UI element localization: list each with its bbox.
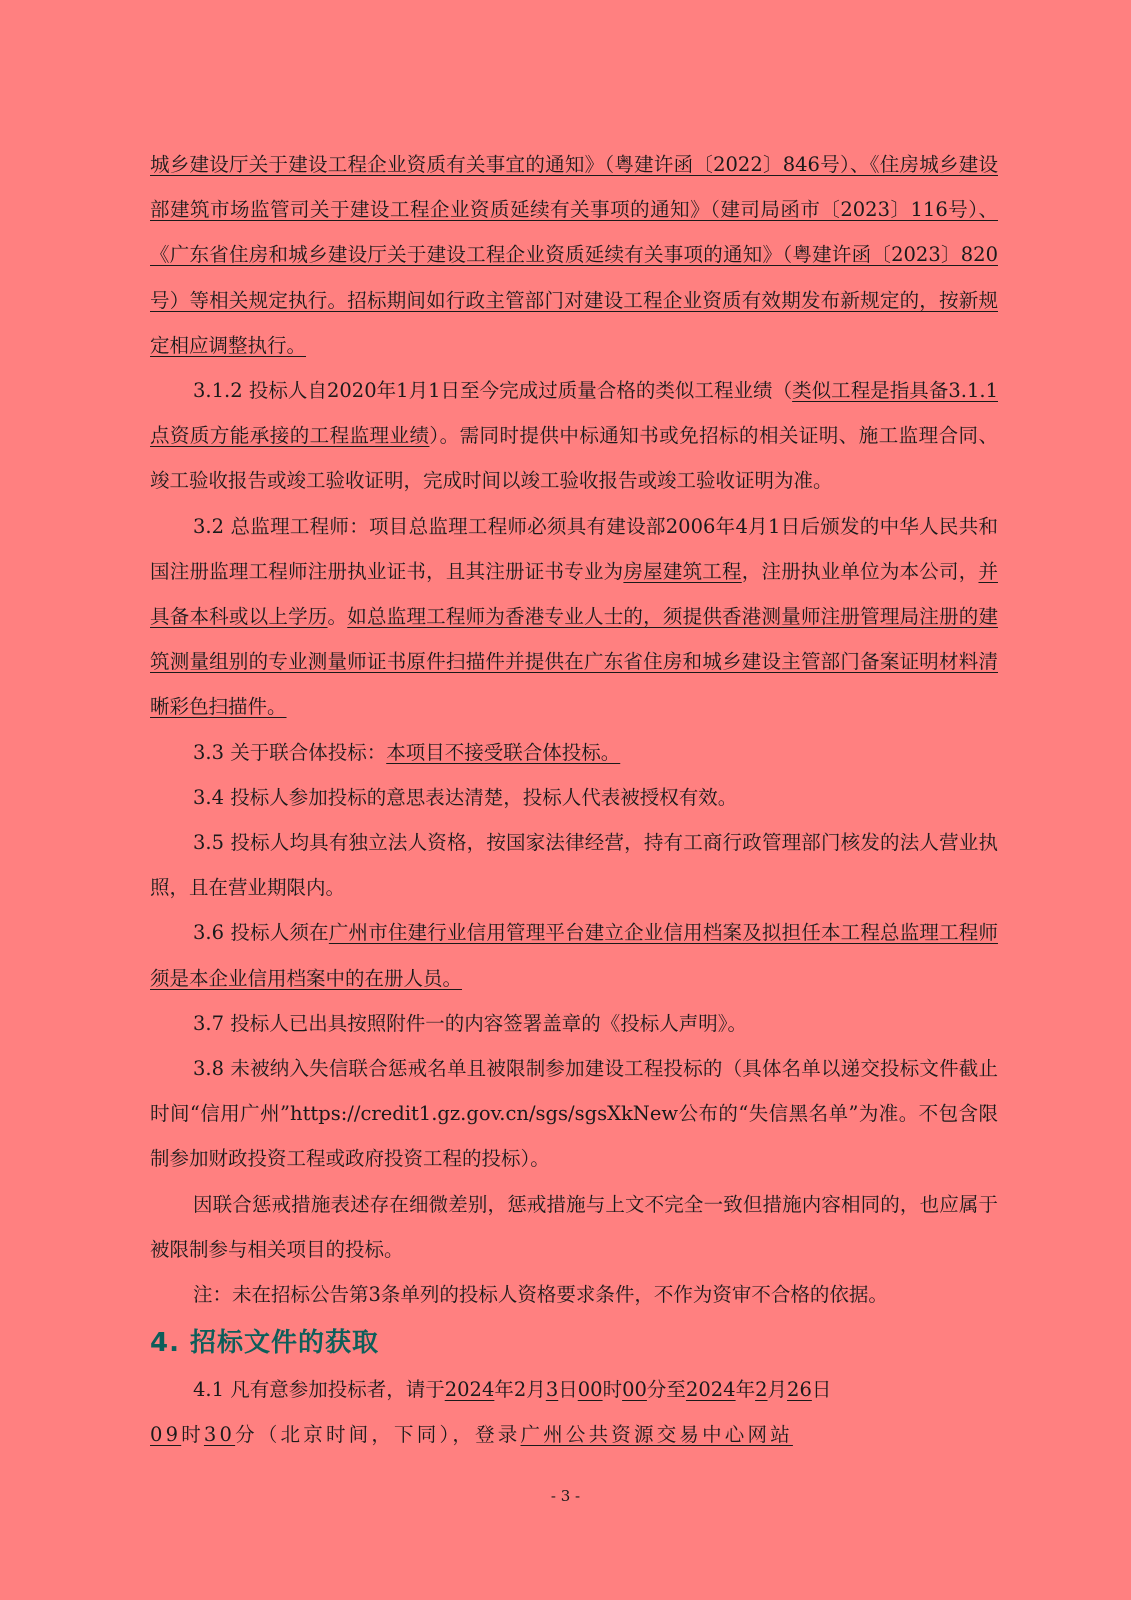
p41-text: 年 xyxy=(735,1378,756,1402)
p41-text: 分（北京时间，下同），登录 xyxy=(235,1423,521,1447)
p41-text: 分至 xyxy=(646,1378,686,1402)
end-hour: 09 xyxy=(150,1423,182,1447)
end-minute: 30 xyxy=(203,1423,236,1447)
text-segment: ，注册执业单位为本公司， xyxy=(741,559,979,583)
text-segment: 3.1.2 投标人自2020年1月1日至今完成过质量合格的类似工程业绩（ xyxy=(193,379,793,403)
underlined-text: 房屋建筑工程 xyxy=(623,559,742,583)
p41-prefix: 4.1 凡有意参加投标者，请于 xyxy=(193,1378,445,1402)
text-segment: 3.2 总监理工程师：项目总监理工程师必须具有建设部2006年4月1日后颁发的中华人民共和国注册监理工程师注册执业证书，且其注册证书专业为 xyxy=(150,514,998,583)
para-3-4 xyxy=(150,775,998,820)
text-segment: 。 xyxy=(327,605,348,629)
underlined-text: 类似工程是指具备3.1.1点资质方能承接的工程监理业绩 xyxy=(150,379,998,448)
underlined-text: 如总监理工程师为香港专业人士的，须提供香港测量师注册管理局注册的建筑测量组别的专业测量师证书原件扫描件并提供在广东省住房和城乡建设主管部门备案证明材料清晰彩色扫描件。 xyxy=(150,605,998,719)
text-segment: 3.5 投标人均具有独立法人资格，按国家法律经营，持有工商行政管理部门核发的法人营业执照，且在营业期限内。 xyxy=(150,831,998,900)
page-number: - 3 - xyxy=(550,1487,581,1505)
p41-text: 月 xyxy=(767,1378,788,1402)
para-note xyxy=(150,1272,998,1317)
website-name: 广州公共资源交易中心网站 xyxy=(520,1423,793,1447)
text-segment: 3.3 关于联合体投标： xyxy=(193,740,387,764)
underlined-text: 城乡建设厅关于建设工程企业资质有关事宜的通知》（粤建许函〔2022〕846号）、《住房城乡建设部建筑市场监管司关于建设工程企业资质延续有关事项的通知》（建司局函市〔2023〕116号）、《广东省住房和城乡建设厅关于建设工程企业资质延续有关事项的通知》（粤建许函〔2023〕820号）等相关规定执行。招标期间如行政主管部门对建设工程企业资质有效期发布新规定的，按新规定相应调整执行。 xyxy=(150,153,998,357)
start-month: 2 xyxy=(513,1378,527,1402)
para-continuation xyxy=(150,142,998,368)
underlined-text: 本项目不接受联合体投标。 xyxy=(386,740,621,764)
para-3-8 xyxy=(150,1046,998,1182)
para-4-1 xyxy=(150,1367,998,1457)
start-year: 2024 xyxy=(444,1378,495,1402)
text-segment: 3.7 投标人已出具按照附件一的内容签署盖章的《投标人声明》。 xyxy=(193,1011,747,1035)
underlined-text: 并具备本科或以上学历 xyxy=(150,559,998,629)
text-segment: 3.8 未被纳入失信联合惩戒名单且被限制参加建设工程投标的（具体名单以递交投标文件截止时间“信用广州”https://credit1.gz.gov.cn/sgs/sgsXkNew公布的“失信黑名单”为准。不包含限制参加财政投资工程或政府投资工程的投标）。 xyxy=(150,1057,998,1171)
underlined-text: 广州市住建行业信用管理平台建立企业信用档案及拟担任本工程总监理工程师须是本企业信用档案中的在册人员。 xyxy=(150,921,998,990)
p41-text: 月 xyxy=(526,1378,546,1402)
document-body xyxy=(150,142,998,1458)
para-3-1-2 xyxy=(150,368,998,504)
text-segment: 3.6 投标人须在 xyxy=(193,921,329,945)
p41-line2 xyxy=(150,1423,793,1446)
para-3-3 xyxy=(150,730,998,775)
start-hour: 00 xyxy=(577,1378,603,1402)
p41-text: 日 xyxy=(811,1378,832,1402)
start-minute: 00 xyxy=(622,1378,647,1402)
text-segment: ）。需同时提供中标通知书或免招标的相关证明、施工监理合同、竣工验收报告或竣工验收证明，完成时间以竣工验收报告或竣工验收证明为准。 xyxy=(150,424,998,493)
p41-text: 时 xyxy=(181,1423,204,1447)
para-3-2 xyxy=(150,504,998,730)
para-punishment-note xyxy=(150,1182,998,1272)
start-day: 3 xyxy=(545,1378,559,1402)
para-3-7 xyxy=(150,1001,998,1046)
para-3-6 xyxy=(150,910,998,1000)
end-day: 26 xyxy=(787,1378,812,1402)
end-year: 2024 xyxy=(685,1378,736,1402)
p41-text: 年 xyxy=(494,1378,514,1402)
text-segment: 因联合惩戒措施表述存在细微差别，惩戒措施与上文不完全一致但措施内容相同的，也应属于被限制参与相关项目的投标。 xyxy=(150,1192,998,1261)
para-3-5 xyxy=(150,820,998,910)
end-month: 2 xyxy=(755,1378,768,1402)
section-heading-4: 4. 招标文件的获取 xyxy=(150,1328,380,1359)
text-segment: 注：未在招标公告第3条单列的投标人资格要求条件，不作为资审不合格的依据。 xyxy=(193,1283,888,1307)
p41-text: 日 xyxy=(558,1378,578,1402)
p41-text: 时 xyxy=(602,1378,623,1402)
text-segment: 3.4 投标人参加投标的意思表达清楚，投标人代表被授权有效。 xyxy=(193,785,738,809)
